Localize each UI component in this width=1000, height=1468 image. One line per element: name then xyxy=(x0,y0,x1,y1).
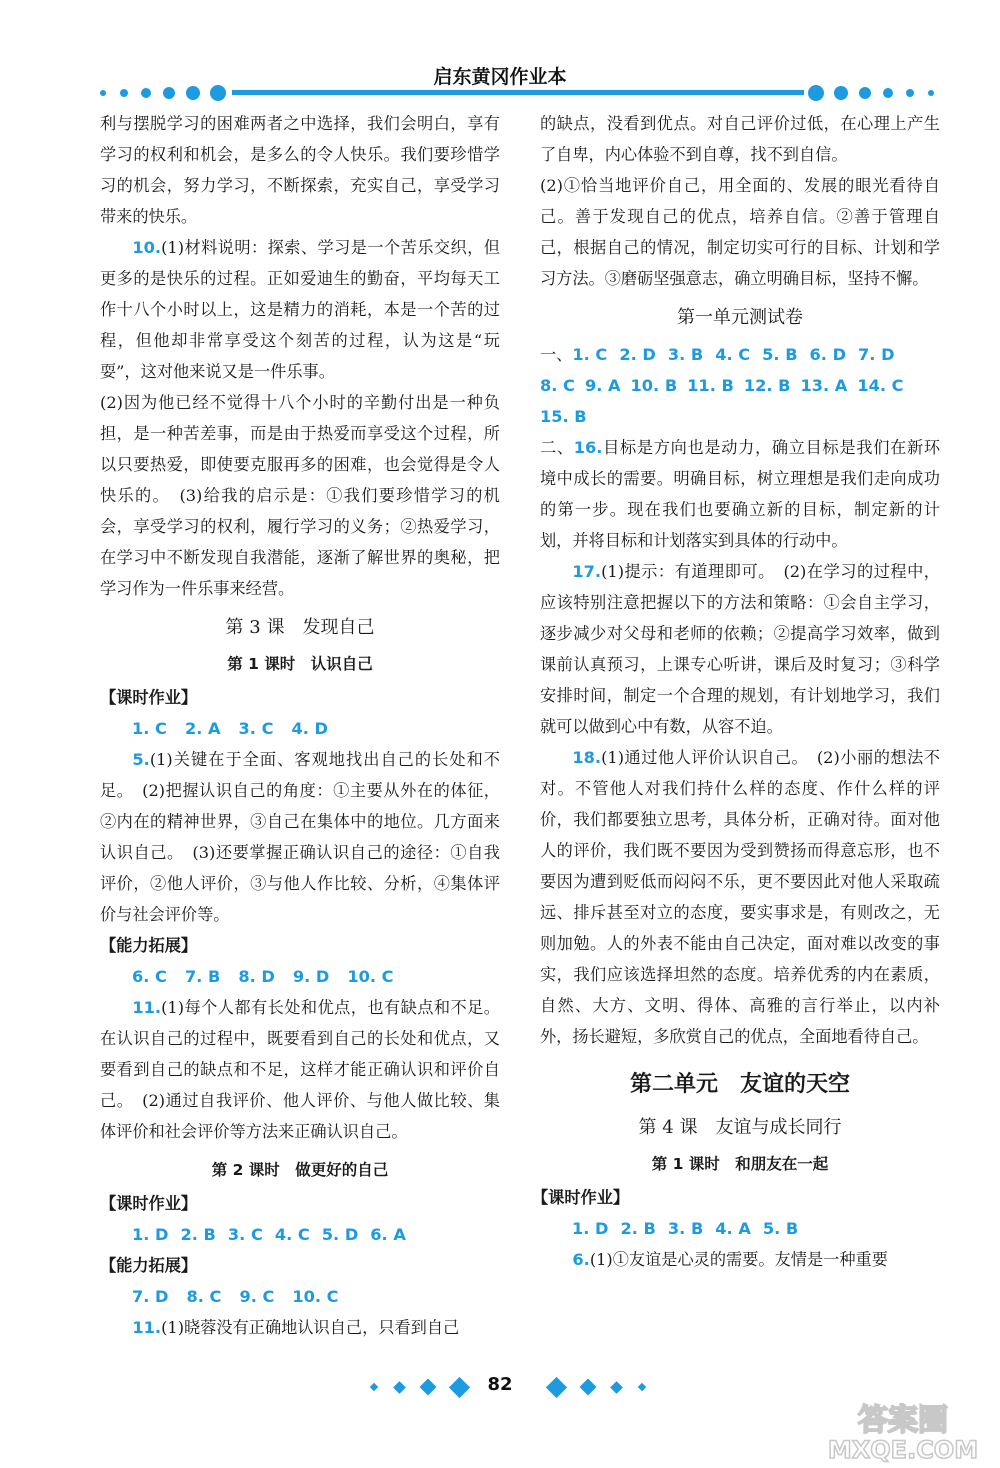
section-label: 【能力拓展】 xyxy=(100,1256,198,1275)
section-label: 【课时作业】 xyxy=(532,1188,630,1207)
period-title: 第 2 课时 做更好的自己 xyxy=(211,1161,389,1179)
diamond-icon xyxy=(449,1376,470,1397)
answer-text: 目标是方向也是动力，确立目标是我们在新环境中成长的需要。明确目标，树立理想是我们走向成功的第一步。现在我们也要确立新的目标，制定新的计划，并将目标和计划落实到具体的行动中。 xyxy=(540,438,941,550)
answer-choice: 3. B xyxy=(667,345,704,364)
question-number: 11. xyxy=(132,998,162,1017)
dot-icon xyxy=(808,85,824,101)
dot-icon xyxy=(186,86,200,100)
section-label: 【能力拓展】 xyxy=(100,936,198,955)
footer-right-diamonds xyxy=(540,1370,654,1404)
answer-choice: 3. C xyxy=(238,719,274,738)
question-number: 17. xyxy=(572,562,602,581)
paragraph: 的缺点，没看到优点。对自己评价过低，在心理上产生了自卑，内心体验不到自尊，找不到自信。 xyxy=(540,114,940,164)
answer-row xyxy=(540,370,940,401)
answer-choice: 2. D xyxy=(619,345,656,364)
answer-choice: 9. C xyxy=(239,1287,275,1306)
question-number: 11. xyxy=(132,1318,162,1337)
dot-icon xyxy=(100,90,106,96)
paragraph: 利与摆脱学习的困难两者之中选择，我们会明白，享有学习的权利和机会，是多么的令人快乐。我们要珍惜学习的机会，努力学习，不断探索，充实自己，享受学习带来的快乐。 xyxy=(100,114,500,226)
answer-choice: 10. C xyxy=(347,967,394,986)
answer-row xyxy=(100,1281,500,1312)
dot-icon xyxy=(834,86,848,100)
question-number: 6. xyxy=(572,1250,590,1269)
answer-text: (1)每个人都有长处和优点，也有缺点和不足。在认识自己的过程中，既要看到自己的长处和优点，又要看到自己的缺点和不足，这样才能正确认识和评价自己。 (2)通过自我评价、他人评价、与他人做比较、集体评价和社会评价等方法来正确认识自己。 xyxy=(100,998,500,1141)
answer-choice: 1. D xyxy=(572,1219,609,1238)
dot-icon xyxy=(120,89,128,97)
answer-choice: 5. D xyxy=(321,1225,359,1244)
answer-row xyxy=(100,961,500,992)
answer-choice: 7. B xyxy=(184,967,221,986)
section-prefix: 一、 xyxy=(540,345,573,364)
answer-choice: 9. D xyxy=(292,967,330,986)
question-number: 18. xyxy=(572,748,602,767)
dot-icon xyxy=(210,85,226,101)
header-right-dots xyxy=(808,84,934,102)
diamond-icon xyxy=(546,1376,567,1397)
answer-row xyxy=(540,339,940,370)
answer-choice: 8. C xyxy=(186,1287,222,1306)
answer-choice: 1. C xyxy=(572,345,608,364)
answer-choice: 5. B xyxy=(762,345,798,364)
answer-row xyxy=(100,1219,500,1250)
answer-choice: 6. C xyxy=(132,967,167,986)
lesson-title: 第 4 课 友谊与成长同行 xyxy=(638,1117,842,1138)
question-11b xyxy=(100,1312,500,1343)
page-number: 82 xyxy=(487,1374,513,1395)
page-header xyxy=(0,0,1000,110)
answer-choice: 8. D xyxy=(238,967,275,986)
answer-choice: 1. D xyxy=(132,1225,169,1244)
dot-icon xyxy=(883,88,893,98)
answer-text: (1)关键在于全面、客观地找出自己的长处和不足。 (2)把握认识自己的角度：①主要从外在的体征，②内在的精神世界，③自己在集体中的地位。几方面来认识自己。 (3)还要掌握正确认识自己的途径：①自我评价，②他人评价，③与他人作比较、分析，④集体评价与社会评价等。 xyxy=(100,750,500,924)
question-number: 10. xyxy=(132,238,162,257)
question-16 xyxy=(540,432,940,556)
answer-text: (1)①友谊是心灵的需要。友情是一种重要 xyxy=(589,1250,888,1269)
answer-choice: 4. D xyxy=(291,719,328,738)
answer-choice: 2. B xyxy=(180,1225,216,1244)
answer-text: (1)提示：有道理即可。 (2)在学习的过程中，应该特别注意把握以下的方法和策略：①会自主学习，逐步减少对父母和老师的依赖；②提高学习效率，做到课前认真预习，上课专心听讲，课后及时复习；③科学安排时间，制定一个合理的规划，有计划地学习，我们就可以做到心中有数，从容不迫。 xyxy=(540,562,940,736)
answer-choice: 1. C xyxy=(132,719,167,738)
diamond-icon xyxy=(420,1379,437,1396)
section-label: 【课时作业】 xyxy=(100,688,198,707)
watermark-line1: 答案圈 xyxy=(858,1403,948,1438)
header-rule xyxy=(232,90,804,95)
question-10 xyxy=(100,232,500,387)
test-title: 第一单元测试卷 xyxy=(677,307,803,328)
answer-choice: 2. A xyxy=(184,719,221,738)
diamond-icon xyxy=(393,1381,406,1394)
answer-choice: 4. A xyxy=(715,1219,751,1238)
question-number: 5. xyxy=(132,750,150,769)
diamond-icon xyxy=(370,1383,378,1391)
dot-icon xyxy=(163,87,175,99)
paragraph: (2)因为他已经不觉得十八个小时的辛勤付出是一种负担，是一种苦差事，而是由于热爱而享受这个过程，所以只要热爱，即使要克服再多的困难，也会觉得是令人快乐的。 (3)给我的启示是：①我们要珍惜学习的机会，享受学习的权利，履行学习的义务；②热爱学习，在学习中不断发现自我潜能，逐渐了解世界的奥秘，把学习作为一件乐事来经营。 xyxy=(100,393,500,598)
watermark-line2: MXQE.COM xyxy=(827,1436,979,1464)
answer-choice: 7. D xyxy=(132,1287,169,1306)
answer-text: (1)材料说明：探索、学习是一个苦乐交织，但更多的是快乐的过程。正如爱迪生的勤奋，平均每天工作十八个小时以上，这是精力的消耗，本是一个苦的过程，但他却非常享受这个刻苦的过程，认为这是“玩耍”，这对他来说又是一件乐事。 xyxy=(100,238,500,381)
answer-choice: 10. B xyxy=(630,376,678,395)
answer-choice: 3. B xyxy=(667,1219,704,1238)
answer-choice: 11. B xyxy=(687,376,734,395)
dot-icon xyxy=(141,88,151,98)
question-6 xyxy=(540,1244,940,1275)
dot-icon xyxy=(906,89,914,97)
answer-choice: 2. B xyxy=(620,1219,656,1238)
question-17 xyxy=(540,556,940,742)
answer-choice: 8. C xyxy=(540,376,575,395)
header-title: 启东黄冈作业本 xyxy=(433,66,567,88)
answer-choice: 15. B xyxy=(540,407,587,426)
footer-left-diamonds xyxy=(362,1370,476,1404)
answer-row xyxy=(540,401,940,432)
dot-icon xyxy=(859,87,871,99)
diamond-icon xyxy=(580,1379,597,1396)
answer-choice: 13. A xyxy=(800,376,848,395)
answer-choice: 4. C xyxy=(715,345,751,364)
answer-choice: 5. B xyxy=(762,1219,799,1238)
answer-text: (1)通过他人评价认识自己。 (2)小丽的想法不对。不管他人对我们持什么样的态度、作什么样的评价，我们都要独立思考，具体分析，正确对待。面对他人的评价，我们既不要因为受到赞扬而得意忘形，也不要因为遭到贬低而闷闷不乐，更不要因此对他人采取疏远、排斥甚至对立的态度，要实事求是，有则改之，无则加勉。人的外表不能由自己决定，面对难以改变的事实，我们应该选择坦然的态度。培养优秀的内在素质，自然、大方、文明、得体、高雅的言行举止，以内补外，扬长避短，多欣赏自己的优点，全面地看待自己。 xyxy=(540,748,940,1046)
answer-choice: 6. A xyxy=(370,1225,406,1244)
left-column xyxy=(100,108,500,1343)
period-title: 第 1 课时 和朋友在一起 xyxy=(651,1155,829,1173)
diamond-icon xyxy=(610,1381,623,1394)
answer-choice: 12. B xyxy=(743,376,791,395)
answer-choice: 3. C xyxy=(227,1225,263,1244)
question-number: 16. xyxy=(573,438,603,457)
lesson-title: 第 3 课 发现自己 xyxy=(225,617,375,638)
answer-choice: 7. D xyxy=(858,345,895,364)
period-title: 第 1 课时 认识自己 xyxy=(227,655,373,673)
answer-choice: 9. A xyxy=(584,376,621,395)
diamond-icon xyxy=(638,1383,646,1391)
header-left-dots xyxy=(100,84,226,102)
answer-choice: 14. C xyxy=(857,376,904,395)
dot-icon xyxy=(928,90,934,96)
right-column xyxy=(532,108,941,1275)
answer-row xyxy=(540,1213,940,1244)
question-18 xyxy=(540,742,940,1052)
watermark-logo xyxy=(818,1398,988,1464)
answer-text: (1)晓蓉没有正确地认识自己，只看到自己 xyxy=(161,1318,460,1337)
unit-title: 第二单元 友谊的天空 xyxy=(629,1072,850,1097)
answer-choice: 10. C xyxy=(292,1287,339,1306)
section-label: 【课时作业】 xyxy=(100,1194,198,1213)
answer-row xyxy=(100,713,500,744)
question-5 xyxy=(100,744,500,930)
question-11 xyxy=(100,992,500,1147)
section-prefix: 二、 xyxy=(540,438,574,457)
paragraph: (2)①恰当地评价自己，用全面的、发展的眼光看待自己。善于发现自己的优点，培养自信。②善于管理自己，根据自己的情况，制定切实可行的目标、计划和学习方法。③磨砺坚强意志，确立明确目标，坚持不懈。 xyxy=(540,176,940,288)
answer-choice: 6. D xyxy=(809,345,847,364)
answer-choice: 4. C xyxy=(274,1225,310,1244)
